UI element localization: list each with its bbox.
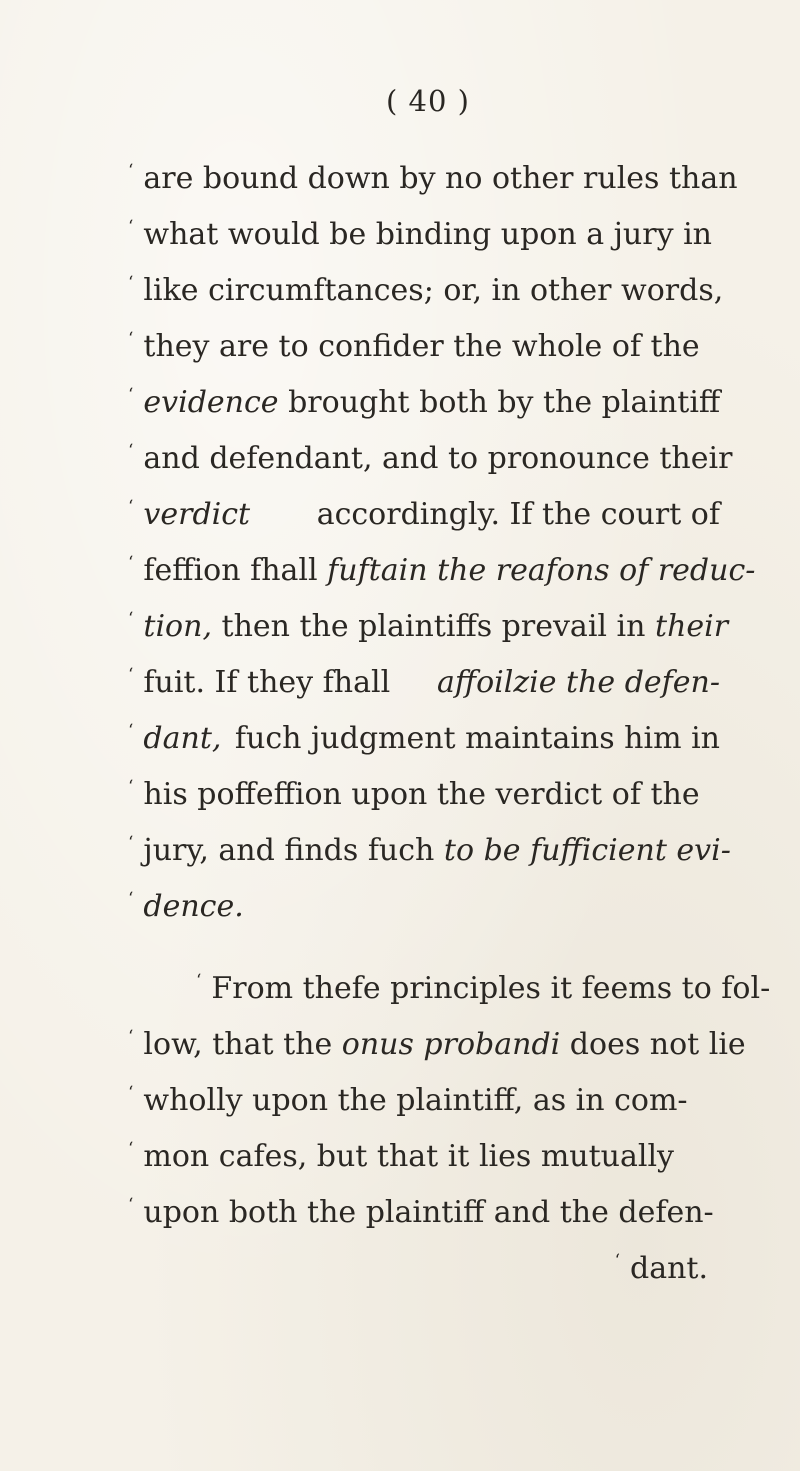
quote-mark: ‘: [128, 721, 134, 741]
catchword-line: [615, 1240, 708, 1298]
line-text: [143, 598, 728, 656]
page-header: [0, 84, 800, 118]
line-text: [143, 1016, 745, 1074]
text-line-12: [128, 766, 720, 824]
line-start: low, that the: [143, 1027, 333, 1062]
quote-mark: ‘: [128, 161, 134, 181]
text-line-14: [128, 878, 244, 936]
text-line-15: [196, 960, 771, 1018]
text-line-8: [128, 542, 756, 600]
quote-mark: ‘: [128, 1027, 134, 1047]
quote-mark: ‘: [128, 441, 134, 461]
line-text: upon both the plaintiff and the defen-: [143, 1195, 714, 1230]
quote-mark: ‘: [128, 1139, 134, 1159]
text-line-16: [128, 1016, 746, 1074]
italic-phrase: affoilzie the defen-: [436, 665, 720, 700]
quote-mark: ‘: [128, 1083, 134, 1103]
text-line-7: [128, 486, 720, 544]
text-line-18: [128, 1128, 720, 1186]
quote-mark: ‘: [128, 553, 134, 573]
line-text: and defendant, and to pronounce their: [143, 441, 733, 476]
italic-phrase: to be fufficient evi-: [443, 833, 731, 868]
text-line-4: [128, 318, 720, 376]
line-text: his poffeffion upon the verdict of the: [143, 777, 700, 812]
italic-phrase: fuftain the reafons of reduc-: [327, 553, 756, 588]
line-middle: then the plaintiffs prevail in: [221, 609, 646, 644]
italic-evidence: evidence: [143, 385, 279, 420]
text-line-1: [128, 150, 738, 208]
page-number: ( 40 ): [386, 84, 470, 118]
catchword: dant.: [629, 1251, 708, 1286]
line-start: feffion fhall: [143, 553, 318, 588]
quote-mark: ‘: [128, 273, 134, 293]
text-line-5: [128, 374, 720, 432]
quote-mark: ‘: [128, 329, 134, 349]
text-line-6: [128, 430, 733, 488]
text-line-19: [128, 1184, 720, 1242]
line-text: [143, 542, 755, 600]
quote-mark: ‘: [128, 777, 134, 797]
italic-onus-probandi: onus probandi: [341, 1027, 561, 1062]
line-text: are bound down by no other rules than: [143, 161, 738, 196]
text-line-9: [128, 598, 729, 656]
line-text: what would be binding upon a jury in: [143, 217, 712, 252]
quote-mark: ‘: [128, 497, 134, 517]
italic-tion: tion,: [143, 609, 212, 644]
italic-verdict: verdict: [143, 497, 251, 532]
quote-mark: ‘: [196, 971, 202, 991]
line-start: fuit. If they fhall: [143, 665, 391, 700]
line-text: [143, 654, 720, 712]
text-line-17: [128, 1072, 720, 1130]
quote-mark: ‘: [128, 385, 134, 405]
text-line-3: [128, 262, 724, 320]
line-text: From thefe principles it feems to fol-: [211, 971, 771, 1006]
line-rest: brought both by the plaintiff: [288, 385, 721, 420]
line-text: [143, 374, 720, 432]
line-rest: accordingly. If the court of: [316, 497, 720, 532]
line-text: wholly upon the plaintiff, as in com-: [143, 1083, 688, 1118]
line-text: they are to confider the whole of the: [143, 329, 700, 364]
line-rest: fuch judgment maintains him in: [234, 721, 720, 756]
quote-mark: ‘: [128, 665, 134, 685]
quote-mark: ‘: [128, 217, 134, 237]
text-line-11: [128, 710, 720, 768]
line-text: [143, 822, 730, 880]
line-text: [143, 710, 720, 768]
italic-dant: dant,: [143, 721, 222, 756]
quote-mark: ‘: [128, 1195, 134, 1215]
line-text: like circumftances; or, in other words,: [143, 273, 724, 308]
quote-mark: ‘: [128, 609, 134, 629]
quote-mark: ‘: [128, 889, 134, 909]
line-text: mon cafes, but that it lies mutually: [143, 1139, 674, 1174]
quote-mark: ‘: [128, 833, 134, 853]
text-line-10: [128, 654, 720, 712]
quote-mark: ‘: [614, 1251, 620, 1271]
italic-dence: dence.: [143, 889, 244, 924]
line-start: jury, and finds fuch: [143, 833, 435, 868]
line-text: [143, 486, 720, 544]
italic-their: their: [655, 609, 729, 644]
text-line-2: [128, 206, 720, 264]
line-end: does not lie: [569, 1027, 746, 1062]
text-line-13: [128, 822, 731, 880]
